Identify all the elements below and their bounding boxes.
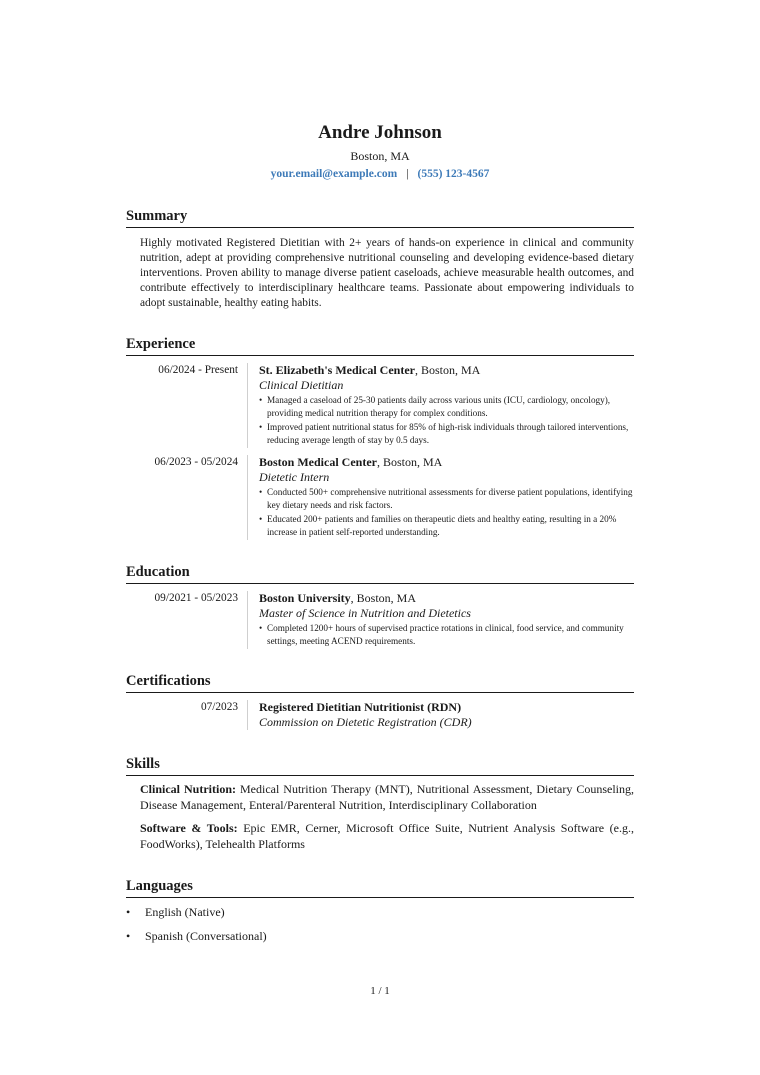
skill-group-text: Epic EMR, Cerner, Microsoft Office Suite, Nutrient Analysis Software (e.g., FoodWorks), Telehealth Platforms bbox=[140, 821, 634, 851]
candidate-name: Andre Johnson bbox=[318, 122, 442, 143]
skills-list bbox=[140, 782, 634, 860]
candidate-location: Boston, MA bbox=[350, 149, 410, 163]
contact-separator: | bbox=[406, 168, 409, 180]
entry-body bbox=[247, 700, 634, 730]
entry-body bbox=[247, 363, 634, 448]
email-link[interactable]: your.email@example.com bbox=[270, 168, 398, 180]
page-number: 1 / 1 bbox=[370, 985, 390, 997]
bullet-item: • Conducted 500+ comprehensive nutritional assessments for diverse patient populations, identifying key dietary needs and risk factors. bbox=[259, 486, 634, 513]
entry-organization bbox=[259, 591, 634, 606]
entry-organization bbox=[259, 455, 634, 470]
entry-date: 09/2021 - 05/2023 bbox=[154, 592, 238, 604]
entry-organization bbox=[259, 363, 634, 378]
language-item: • Spanish (Conversational) bbox=[126, 929, 634, 944]
summary-text: Highly motivated Registered Dietitian with 2+ years of hands-on experience in clinical and community nutrition, adept at providing comprehensive nutritional counseling and developing evidence-based dietary interventions. Proven ability to manage diverse patient caseloads, achieve measurable health outcomes, and contribute effectively to interdisciplinary healthcare teams. Passionate about empowering individuals to adopt sustainable, healthy eating habits. bbox=[140, 237, 634, 309]
organization-place: , Boston, MA bbox=[350, 591, 417, 605]
skill-group-text: Medical Nutrition Therapy (MNT), Nutritional Assessment, Dietary Counseling, Disease Management, Enteral/Parenteral Nutrition, Interdisciplinary Collaboration bbox=[140, 782, 635, 812]
contact-line bbox=[126, 166, 634, 182]
section-title-certifications: Certifications bbox=[126, 672, 634, 693]
skill-group bbox=[140, 821, 634, 852]
organization-place: , Boston, MA bbox=[414, 363, 481, 377]
skill-group-label: Clinical Nutrition: bbox=[140, 782, 236, 796]
bullet-item: • Completed 1200+ hours of supervised practice rotations in clinical, food service, and community settings, meeting ACEND requirements. bbox=[259, 622, 634, 649]
entry-bullets bbox=[259, 486, 634, 540]
entry-role: Clinical Dietitian bbox=[259, 378, 344, 392]
entry-date: 06/2024 - Present bbox=[158, 364, 238, 376]
entry-bullets bbox=[259, 622, 634, 649]
organization-place: , Boston, MA bbox=[376, 455, 443, 469]
phone-link[interactable]: (555) 123-4567 bbox=[417, 168, 490, 180]
entry-organization bbox=[259, 700, 634, 715]
section-title-experience: Experience bbox=[126, 335, 634, 356]
languages-list bbox=[126, 905, 634, 953]
section-title-languages: Languages bbox=[126, 877, 634, 898]
entry-body bbox=[247, 455, 634, 540]
section-title-skills: Skills bbox=[126, 755, 634, 776]
organization-name: St. Elizabeth's Medical Center bbox=[259, 363, 415, 377]
entry-date: 07/2023 bbox=[200, 701, 238, 713]
bullet-item: • Managed a caseload of 25-30 patients daily across various units (ICU, cardiology, oncology), providing medical nutrition therapy for complex conditions. bbox=[259, 394, 634, 421]
entry-bullets bbox=[259, 394, 634, 448]
language-item: • English (Native) bbox=[126, 905, 634, 920]
certification-name: Registered Dietitian Nutritionist (RDN) bbox=[259, 700, 462, 714]
organization-name: Boston University bbox=[259, 591, 351, 605]
entry-date: 06/2023 - 05/2024 bbox=[154, 456, 238, 468]
entry-degree: Master of Science in Nutrition and Dietetics bbox=[259, 606, 471, 620]
bullet-item: • Educated 200+ patients and families on therapeutic diets and healthy eating, resulting in a 20% increase in patient self-reported understanding. bbox=[259, 513, 634, 540]
entry-role: Dietetic Intern bbox=[259, 470, 330, 484]
certification-issuer: Commission on Dietetic Registration (CDR) bbox=[259, 715, 472, 729]
section-title-education: Education bbox=[126, 563, 634, 584]
skill-group bbox=[140, 782, 634, 813]
bullet-item: • Improved patient nutritional status for 85% of high-risk individuals through tailored interventions, reducing average length of stay by 0.5 days. bbox=[259, 421, 634, 448]
entry-body bbox=[247, 591, 634, 649]
skill-group-label: Software & Tools: bbox=[140, 821, 238, 835]
resume-header bbox=[126, 121, 634, 182]
organization-name: Boston Medical Center bbox=[259, 455, 377, 469]
section-title-summary: Summary bbox=[126, 207, 634, 228]
